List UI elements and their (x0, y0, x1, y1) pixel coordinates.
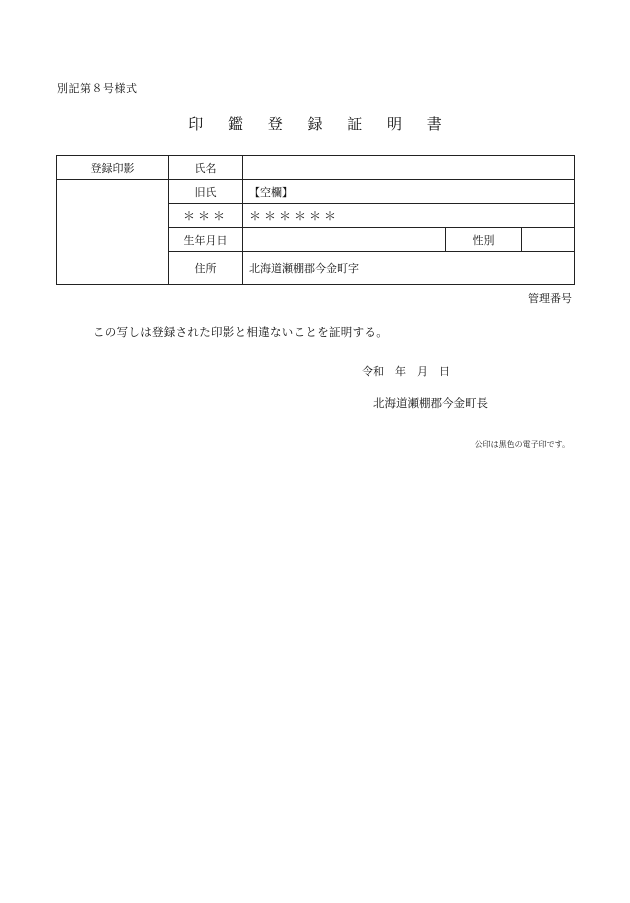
name-value (243, 156, 575, 180)
management-number-label: 管理番号 (528, 292, 572, 305)
official-seal-note: 公印は黒色の電子印です。 (474, 440, 570, 449)
registered-seal-header: 登録印影 (57, 156, 169, 180)
former-surname-label: 旧氏 (169, 180, 243, 204)
form-number-label: 別記第８号様式 (57, 82, 138, 95)
address-value: 北海道瀬棚郡今金町字 (243, 252, 575, 285)
document-title: 印 鑑 登 録 証 明 書 (188, 115, 452, 133)
certification-statement: この写しは登録された印影と相違ないことを証明する。 (93, 325, 388, 339)
masked-label: ＊＊＊ (169, 204, 243, 228)
table-row-name (57, 156, 575, 180)
certificate-table (56, 155, 575, 285)
masked-value: ＊＊＊＊＊＊ (243, 204, 575, 228)
address-label: 住所 (169, 252, 243, 285)
issuer-name: 北海道瀬棚郡今金町長 (373, 396, 488, 410)
birthdate-label: 生年月日 (169, 228, 243, 252)
issue-date: 令和 年 月 日 (362, 365, 450, 378)
registered-seal-area (57, 180, 169, 285)
table-row-former-surname (57, 180, 575, 204)
former-surname-value: 【空欄】 (243, 180, 575, 204)
name-label: 氏名 (169, 156, 243, 180)
gender-value (522, 228, 575, 252)
birthdate-value (243, 228, 446, 252)
gender-label: 性別 (446, 228, 522, 252)
